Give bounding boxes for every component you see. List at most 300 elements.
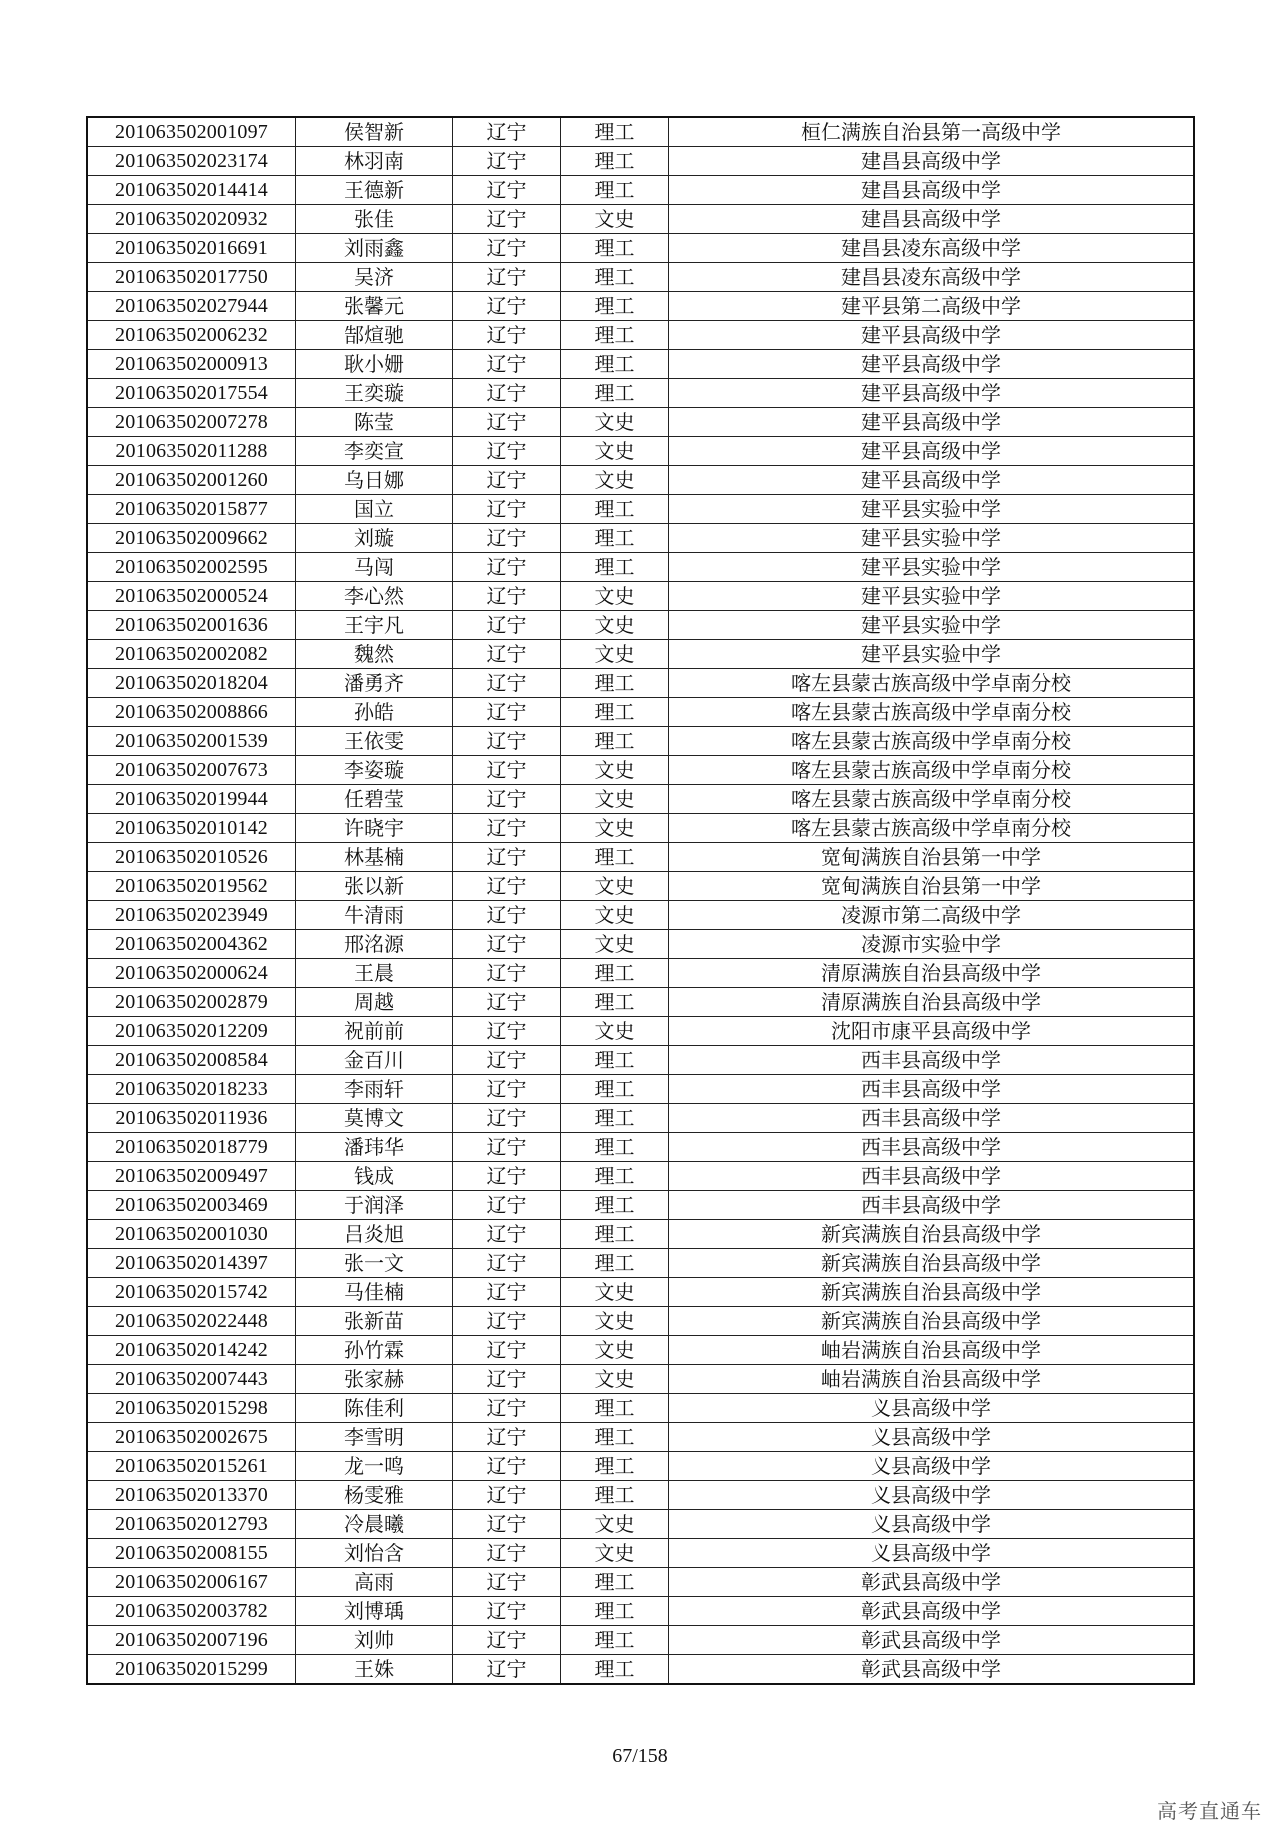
cell-school: 喀左县蒙古族高级中学卓南分校 <box>669 814 1195 843</box>
cell-subject-track: 理工 <box>561 524 669 553</box>
cell-province: 辽宁 <box>453 1626 561 1655</box>
cell-exam-id: 201063502007196 <box>87 1626 296 1655</box>
cell-exam-id: 201063502012793 <box>87 1510 296 1539</box>
cell-school: 喀左县蒙古族高级中学卓南分校 <box>669 698 1195 727</box>
cell-student-name: 杨雯雅 <box>296 1481 453 1510</box>
cell-student-name: 王宇凡 <box>296 611 453 640</box>
cell-subject-track: 理工 <box>561 843 669 872</box>
table-row <box>87 582 1194 611</box>
table-row <box>87 1452 1194 1481</box>
cell-student-name: 祝前前 <box>296 1017 453 1046</box>
cell-subject-track: 理工 <box>561 321 669 350</box>
cell-school: 彰武县高级中学 <box>669 1597 1195 1626</box>
cell-province: 辽宁 <box>453 727 561 756</box>
cell-exam-id: 201063502010526 <box>87 843 296 872</box>
table-row <box>87 1133 1194 1162</box>
table-row <box>87 930 1194 959</box>
cell-school: 彰武县高级中学 <box>669 1568 1195 1597</box>
cell-exam-id: 201063502007278 <box>87 408 296 437</box>
cell-subject-track: 文史 <box>561 205 669 234</box>
cell-province: 辽宁 <box>453 466 561 495</box>
cell-exam-id: 201063502001097 <box>87 117 296 147</box>
cell-exam-id: 201063502007443 <box>87 1365 296 1394</box>
cell-student-name: 于润泽 <box>296 1191 453 1220</box>
cell-subject-track: 理工 <box>561 1046 669 1075</box>
cell-student-name: 国立 <box>296 495 453 524</box>
cell-subject-track: 文史 <box>561 1510 669 1539</box>
table-row <box>87 1394 1194 1423</box>
cell-exam-id: 201063502013370 <box>87 1481 296 1510</box>
cell-school: 建平县实验中学 <box>669 611 1195 640</box>
cell-province: 辽宁 <box>453 756 561 785</box>
cell-school: 新宾满族自治县高级中学 <box>669 1249 1195 1278</box>
cell-exam-id: 201063502002675 <box>87 1423 296 1452</box>
cell-province: 辽宁 <box>453 1365 561 1394</box>
table-row <box>87 234 1194 263</box>
table-row <box>87 756 1194 785</box>
cell-school: 建平县高级中学 <box>669 350 1195 379</box>
cell-school: 建昌县凌东高级中学 <box>669 263 1195 292</box>
cell-exam-id: 201063502008584 <box>87 1046 296 1075</box>
cell-student-name: 许晓宇 <box>296 814 453 843</box>
table-row <box>87 437 1194 466</box>
cell-exam-id: 201063502015742 <box>87 1278 296 1307</box>
cell-province: 辽宁 <box>453 1249 561 1278</box>
cell-province: 辽宁 <box>453 1017 561 1046</box>
cell-exam-id: 201063502009662 <box>87 524 296 553</box>
cell-student-name: 郜煊驰 <box>296 321 453 350</box>
cell-student-name: 孙皓 <box>296 698 453 727</box>
cell-student-name: 潘玮华 <box>296 1133 453 1162</box>
cell-exam-id: 201063502001636 <box>87 611 296 640</box>
table-row <box>87 1075 1194 1104</box>
cell-student-name: 王奕璇 <box>296 379 453 408</box>
cell-school: 喀左县蒙古族高级中学卓南分校 <box>669 669 1195 698</box>
table-row <box>87 1046 1194 1075</box>
cell-student-name: 冷晨曦 <box>296 1510 453 1539</box>
cell-school: 义县高级中学 <box>669 1510 1195 1539</box>
cell-province: 辽宁 <box>453 814 561 843</box>
cell-subject-track: 理工 <box>561 1568 669 1597</box>
cell-subject-track: 理工 <box>561 350 669 379</box>
cell-province: 辽宁 <box>453 1452 561 1481</box>
cell-exam-id: 201063502018779 <box>87 1133 296 1162</box>
cell-subject-track: 文史 <box>561 582 669 611</box>
table-row <box>87 785 1194 814</box>
cell-subject-track: 理工 <box>561 1626 669 1655</box>
cell-school: 义县高级中学 <box>669 1481 1195 1510</box>
cell-subject-track: 理工 <box>561 379 669 408</box>
cell-province: 辽宁 <box>453 205 561 234</box>
student-roster-table <box>86 116 1195 1685</box>
cell-subject-track: 文史 <box>561 408 669 437</box>
cell-subject-track: 文史 <box>561 1017 669 1046</box>
table-row <box>87 959 1194 988</box>
table-row <box>87 1423 1194 1452</box>
cell-student-name: 邢洺源 <box>296 930 453 959</box>
cell-student-name: 李奕宣 <box>296 437 453 466</box>
cell-subject-track: 文史 <box>561 437 669 466</box>
cell-exam-id: 201063502019562 <box>87 872 296 901</box>
cell-student-name: 任碧莹 <box>296 785 453 814</box>
cell-exam-id: 201063502007673 <box>87 756 296 785</box>
cell-province: 辽宁 <box>453 147 561 176</box>
cell-school: 建昌县高级中学 <box>669 147 1195 176</box>
cell-exam-id: 201063502018204 <box>87 669 296 698</box>
cell-exam-id: 201063502002879 <box>87 988 296 1017</box>
page-number: 67/158 <box>612 1745 668 1767</box>
cell-school: 义县高级中学 <box>669 1394 1195 1423</box>
cell-province: 辽宁 <box>453 437 561 466</box>
cell-school: 西丰县高级中学 <box>669 1046 1195 1075</box>
cell-province: 辽宁 <box>453 292 561 321</box>
cell-student-name: 张家赫 <box>296 1365 453 1394</box>
cell-province: 辽宁 <box>453 1423 561 1452</box>
cell-student-name: 潘勇齐 <box>296 669 453 698</box>
cell-province: 辽宁 <box>453 1104 561 1133</box>
cell-student-name: 刘怡含 <box>296 1539 453 1568</box>
cell-student-name: 金百川 <box>296 1046 453 1075</box>
table-row <box>87 466 1194 495</box>
cell-student-name: 王晨 <box>296 959 453 988</box>
cell-student-name: 乌日娜 <box>296 466 453 495</box>
cell-subject-track: 文史 <box>561 872 669 901</box>
table-row <box>87 176 1194 205</box>
cell-student-name: 李雪明 <box>296 1423 453 1452</box>
cell-exam-id: 201063502002082 <box>87 640 296 669</box>
cell-school: 岫岩满族自治县高级中学 <box>669 1336 1195 1365</box>
cell-exam-id: 201063502001030 <box>87 1220 296 1249</box>
cell-school: 清原满族自治县高级中学 <box>669 988 1195 1017</box>
cell-school: 喀左县蒙古族高级中学卓南分校 <box>669 727 1195 756</box>
cell-school: 清原满族自治县高级中学 <box>669 959 1195 988</box>
cell-school: 喀左县蒙古族高级中学卓南分校 <box>669 785 1195 814</box>
cell-province: 辽宁 <box>453 988 561 1017</box>
cell-school: 新宾满族自治县高级中学 <box>669 1220 1195 1249</box>
cell-province: 辽宁 <box>453 930 561 959</box>
cell-province: 辽宁 <box>453 553 561 582</box>
cell-student-name: 马闯 <box>296 553 453 582</box>
cell-province: 辽宁 <box>453 117 561 147</box>
cell-school: 西丰县高级中学 <box>669 1075 1195 1104</box>
cell-exam-id: 201063502011288 <box>87 437 296 466</box>
cell-subject-track: 理工 <box>561 1452 669 1481</box>
cell-province: 辽宁 <box>453 611 561 640</box>
cell-province: 辽宁 <box>453 901 561 930</box>
cell-student-name: 王依雯 <box>296 727 453 756</box>
cell-subject-track: 理工 <box>561 176 669 205</box>
cell-exam-id: 201063502015261 <box>87 1452 296 1481</box>
cell-exam-id: 201063502027944 <box>87 292 296 321</box>
cell-exam-id: 201063502020932 <box>87 205 296 234</box>
cell-school: 建平县实验中学 <box>669 640 1195 669</box>
cell-exam-id: 201063502023949 <box>87 901 296 930</box>
cell-school: 建昌县凌东高级中学 <box>669 234 1195 263</box>
table-row <box>87 1655 1194 1685</box>
cell-school: 宽甸满族自治县第一中学 <box>669 872 1195 901</box>
cell-exam-id: 201063502002595 <box>87 553 296 582</box>
cell-province: 辽宁 <box>453 176 561 205</box>
cell-exam-id: 201063502010142 <box>87 814 296 843</box>
cell-exam-id: 201063502011936 <box>87 1104 296 1133</box>
cell-province: 辽宁 <box>453 495 561 524</box>
cell-subject-track: 理工 <box>561 1597 669 1626</box>
cell-province: 辽宁 <box>453 582 561 611</box>
cell-exam-id: 201063502000524 <box>87 582 296 611</box>
cell-school: 建平县第二高级中学 <box>669 292 1195 321</box>
table-row <box>87 147 1194 176</box>
cell-subject-track: 理工 <box>561 727 669 756</box>
table-row <box>87 1481 1194 1510</box>
cell-subject-track: 理工 <box>561 1191 669 1220</box>
cell-subject-track: 理工 <box>561 117 669 147</box>
cell-student-name: 牛清雨 <box>296 901 453 930</box>
cell-subject-track: 文史 <box>561 814 669 843</box>
cell-exam-id: 201063502016691 <box>87 234 296 263</box>
table-row <box>87 988 1194 1017</box>
table-row <box>87 843 1194 872</box>
cell-student-name: 孙竹霖 <box>296 1336 453 1365</box>
cell-province: 辽宁 <box>453 524 561 553</box>
table-row <box>87 553 1194 582</box>
cell-exam-id: 201063502018233 <box>87 1075 296 1104</box>
cell-school: 建平县实验中学 <box>669 553 1195 582</box>
cell-school: 凌源市实验中学 <box>669 930 1195 959</box>
cell-province: 辽宁 <box>453 1162 561 1191</box>
cell-school: 建平县高级中学 <box>669 437 1195 466</box>
cell-school: 建平县高级中学 <box>669 466 1195 495</box>
cell-province: 辽宁 <box>453 263 561 292</box>
cell-student-name: 刘帅 <box>296 1626 453 1655</box>
cell-subject-track: 文史 <box>561 1307 669 1336</box>
cell-school: 建昌县高级中学 <box>669 176 1195 205</box>
cell-school: 建昌县高级中学 <box>669 205 1195 234</box>
cell-school: 建平县高级中学 <box>669 321 1195 350</box>
table-row <box>87 408 1194 437</box>
cell-subject-track: 理工 <box>561 147 669 176</box>
roster-body <box>87 117 1194 1684</box>
cell-school: 义县高级中学 <box>669 1539 1195 1568</box>
table-row <box>87 379 1194 408</box>
cell-province: 辽宁 <box>453 959 561 988</box>
cell-student-name: 魏然 <box>296 640 453 669</box>
cell-student-name: 张一文 <box>296 1249 453 1278</box>
cell-school: 喀左县蒙古族高级中学卓南分校 <box>669 756 1195 785</box>
cell-exam-id: 201063502019944 <box>87 785 296 814</box>
cell-student-name: 侯智新 <box>296 117 453 147</box>
cell-province: 辽宁 <box>453 321 561 350</box>
cell-school: 沈阳市康平县高级中学 <box>669 1017 1195 1046</box>
table-row <box>87 1365 1194 1394</box>
table-row <box>87 1249 1194 1278</box>
cell-subject-track: 理工 <box>561 553 669 582</box>
table-row <box>87 1597 1194 1626</box>
cell-school: 新宾满族自治县高级中学 <box>669 1278 1195 1307</box>
cell-exam-id: 201063502006167 <box>87 1568 296 1597</box>
cell-student-name: 李心然 <box>296 582 453 611</box>
cell-province: 辽宁 <box>453 698 561 727</box>
table-row <box>87 1626 1194 1655</box>
cell-province: 辽宁 <box>453 1597 561 1626</box>
cell-school: 西丰县高级中学 <box>669 1104 1195 1133</box>
cell-subject-track: 文史 <box>561 1336 669 1365</box>
table-row <box>87 669 1194 698</box>
cell-subject-track: 理工 <box>561 698 669 727</box>
table-row <box>87 1191 1194 1220</box>
cell-exam-id: 201063502015877 <box>87 495 296 524</box>
cell-province: 辽宁 <box>453 1133 561 1162</box>
cell-school: 建平县实验中学 <box>669 582 1195 611</box>
cell-student-name: 张馨元 <box>296 292 453 321</box>
table-row <box>87 263 1194 292</box>
cell-school: 西丰县高级中学 <box>669 1133 1195 1162</box>
cell-student-name: 刘璇 <box>296 524 453 553</box>
cell-school: 桓仁满族自治县第一高级中学 <box>669 117 1195 147</box>
cell-subject-track: 理工 <box>561 292 669 321</box>
table-row <box>87 495 1194 524</box>
cell-school: 凌源市第二高级中学 <box>669 901 1195 930</box>
cell-subject-track: 理工 <box>561 959 669 988</box>
cell-province: 辽宁 <box>453 1307 561 1336</box>
cell-subject-track: 理工 <box>561 1133 669 1162</box>
table-row <box>87 1307 1194 1336</box>
cell-province: 辽宁 <box>453 1655 561 1685</box>
cell-school: 彰武县高级中学 <box>669 1626 1195 1655</box>
cell-student-name: 莫博文 <box>296 1104 453 1133</box>
table-row <box>87 814 1194 843</box>
cell-student-name: 吴济 <box>296 263 453 292</box>
cell-exam-id: 201063502000913 <box>87 350 296 379</box>
cell-exam-id: 201063502001539 <box>87 727 296 756</box>
cell-province: 辽宁 <box>453 1278 561 1307</box>
cell-exam-id: 201063502003469 <box>87 1191 296 1220</box>
cell-province: 辽宁 <box>453 1481 561 1510</box>
cell-exam-id: 201063502014242 <box>87 1336 296 1365</box>
cell-student-name: 耿小姗 <box>296 350 453 379</box>
cell-exam-id: 201063502014414 <box>87 176 296 205</box>
table-row <box>87 1336 1194 1365</box>
cell-student-name: 李雨轩 <box>296 1075 453 1104</box>
table-row <box>87 611 1194 640</box>
table-row <box>87 205 1194 234</box>
cell-province: 辽宁 <box>453 1336 561 1365</box>
cell-exam-id: 201063502017554 <box>87 379 296 408</box>
cell-exam-id: 201063502015299 <box>87 1655 296 1685</box>
cell-province: 辽宁 <box>453 1191 561 1220</box>
cell-province: 辽宁 <box>453 1568 561 1597</box>
cell-school: 建平县实验中学 <box>669 495 1195 524</box>
table-row <box>87 1162 1194 1191</box>
cell-school: 西丰县高级中学 <box>669 1191 1195 1220</box>
table-row <box>87 698 1194 727</box>
cell-province: 辽宁 <box>453 1539 561 1568</box>
cell-school: 岫岩满族自治县高级中学 <box>669 1365 1195 1394</box>
cell-province: 辽宁 <box>453 1220 561 1249</box>
cell-province: 辽宁 <box>453 408 561 437</box>
cell-subject-track: 文史 <box>561 611 669 640</box>
table-row <box>87 872 1194 901</box>
cell-subject-track: 文史 <box>561 466 669 495</box>
cell-student-name: 陈佳利 <box>296 1394 453 1423</box>
cell-subject-track: 文史 <box>561 756 669 785</box>
cell-subject-track: 理工 <box>561 1655 669 1685</box>
cell-exam-id: 201063502015298 <box>87 1394 296 1423</box>
cell-exam-id: 201063502012209 <box>87 1017 296 1046</box>
cell-school: 义县高级中学 <box>669 1423 1195 1452</box>
cell-subject-track: 文史 <box>561 1539 669 1568</box>
table-row <box>87 524 1194 553</box>
cell-school: 彰武县高级中学 <box>669 1655 1195 1685</box>
cell-subject-track: 文史 <box>561 785 669 814</box>
cell-province: 辽宁 <box>453 640 561 669</box>
cell-subject-track: 理工 <box>561 1481 669 1510</box>
cell-province: 辽宁 <box>453 785 561 814</box>
cell-student-name: 王姝 <box>296 1655 453 1685</box>
cell-school: 宽甸满族自治县第一中学 <box>669 843 1195 872</box>
cell-student-name: 钱成 <box>296 1162 453 1191</box>
table-row <box>87 640 1194 669</box>
table-row <box>87 1017 1194 1046</box>
cell-subject-track: 理工 <box>561 1220 669 1249</box>
cell-province: 辽宁 <box>453 1394 561 1423</box>
cell-student-name: 林羽南 <box>296 147 453 176</box>
cell-exam-id: 201063502000624 <box>87 959 296 988</box>
table-row <box>87 321 1194 350</box>
cell-exam-id: 201063502014397 <box>87 1249 296 1278</box>
cell-school: 建平县实验中学 <box>669 524 1195 553</box>
cell-subject-track: 理工 <box>561 1423 669 1452</box>
cell-school: 义县高级中学 <box>669 1452 1195 1481</box>
cell-province: 辽宁 <box>453 872 561 901</box>
cell-subject-track: 文史 <box>561 640 669 669</box>
cell-province: 辽宁 <box>453 379 561 408</box>
watermark-text: 高考直通车 <box>1157 1799 1262 1823</box>
cell-province: 辽宁 <box>453 234 561 263</box>
table-row <box>87 292 1194 321</box>
cell-subject-track: 理工 <box>561 1162 669 1191</box>
table-row <box>87 1568 1194 1597</box>
cell-exam-id: 201063502017750 <box>87 263 296 292</box>
cell-student-name: 刘博瑀 <box>296 1597 453 1626</box>
cell-student-name: 陈莹 <box>296 408 453 437</box>
cell-subject-track: 理工 <box>561 1075 669 1104</box>
cell-subject-track: 文史 <box>561 930 669 959</box>
cell-subject-track: 理工 <box>561 495 669 524</box>
cell-school: 新宾满族自治县高级中学 <box>669 1307 1195 1336</box>
cell-school: 西丰县高级中学 <box>669 1162 1195 1191</box>
cell-subject-track: 理工 <box>561 1394 669 1423</box>
cell-student-name: 高雨 <box>296 1568 453 1597</box>
cell-province: 辽宁 <box>453 843 561 872</box>
table-row <box>87 901 1194 930</box>
cell-subject-track: 文史 <box>561 1365 669 1394</box>
cell-province: 辽宁 <box>453 1046 561 1075</box>
table-row <box>87 1539 1194 1568</box>
table-row <box>87 350 1194 379</box>
cell-exam-id: 201063502003782 <box>87 1597 296 1626</box>
cell-subject-track: 文史 <box>561 1278 669 1307</box>
cell-exam-id: 201063502001260 <box>87 466 296 495</box>
cell-student-name: 张新苗 <box>296 1307 453 1336</box>
cell-student-name: 周越 <box>296 988 453 1017</box>
cell-province: 辽宁 <box>453 669 561 698</box>
cell-student-name: 吕炎旭 <box>296 1220 453 1249</box>
cell-subject-track: 理工 <box>561 263 669 292</box>
cell-student-name: 张佳 <box>296 205 453 234</box>
cell-subject-track: 理工 <box>561 234 669 263</box>
cell-subject-track: 理工 <box>561 669 669 698</box>
table-row <box>87 1220 1194 1249</box>
